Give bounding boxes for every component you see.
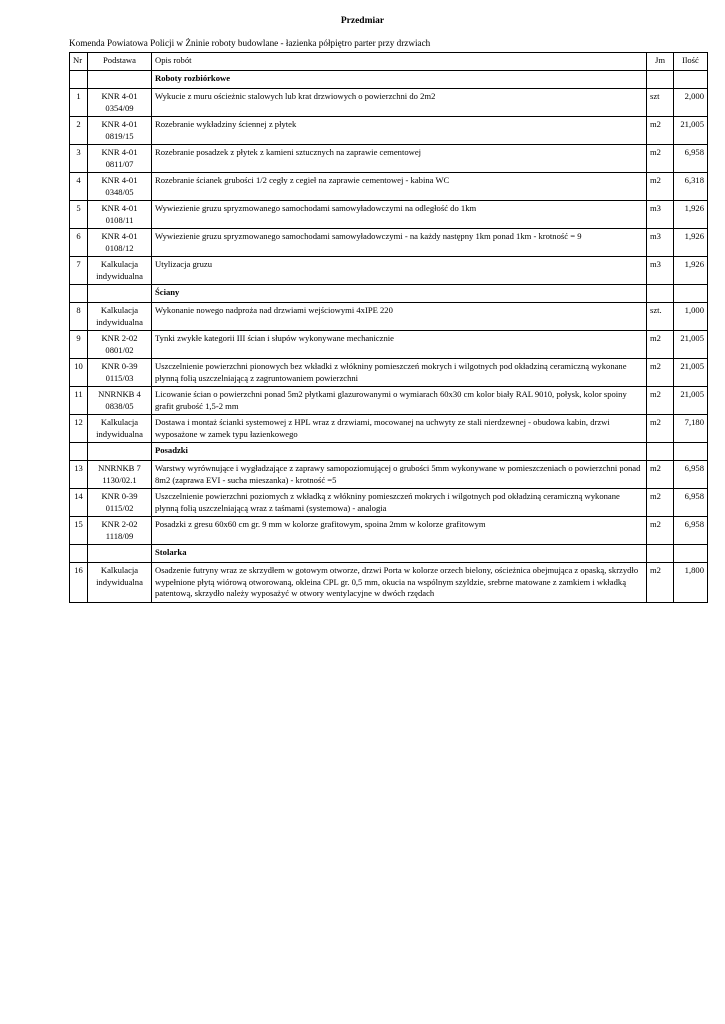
item-jm: m2	[647, 517, 674, 545]
table-row	[70, 201, 708, 229]
item-opis: Wykucie z muru ościeżnic stalowych lub krat drzwiowych o powierzchni do 2m2	[152, 89, 647, 117]
item-podstawa: KNR 4-01 0348/05	[88, 173, 152, 201]
item-opis: Warstwy wyrównujące i wygładzające z zaprawy samopoziomującej o grubości 5mm wykonywane w pomieszczeniach o powierzchni ponad 8m2 (zaprawa EVI - sucha mieszanka) - krotność =5	[152, 461, 647, 489]
table-row	[70, 563, 708, 603]
item-ilosc: 1,000	[674, 303, 708, 331]
header-nr: Nr	[70, 53, 88, 71]
section-podstawa-empty	[88, 443, 152, 461]
item-jm: m3	[647, 229, 674, 257]
item-jm: szt.	[647, 303, 674, 331]
item-jm: m3	[647, 257, 674, 285]
item-opis: Osadzenie futryny wraz ze skrzydłem w gotowym otworze, drzwi Porta w kolorze orzech bielony, ościeżnica obejmująca z opaską, skrzydło wypełnione płytą wiórową otworowaną, okleina CPL gr. 0,5 mm, okucia na wspólnym szyldzie, srebrne matowane z zamkiem i wkładką patentową, skrzydło należy wyposażyć w otwory wentylacyjne w dwóch rzędach	[152, 563, 647, 603]
item-jm: m2	[647, 331, 674, 359]
document-subtitle: Komenda Powiatowa Policji w Żninie roboty budowlane - łazienka półpiętro parter przy drzwiach	[69, 38, 431, 48]
table-row	[70, 117, 708, 145]
table-row	[70, 489, 708, 517]
item-nr: 14	[70, 489, 88, 517]
section-nr-empty	[70, 545, 88, 563]
item-podstawa: NNRNKB 4 0838/05	[88, 387, 152, 415]
item-nr: 7	[70, 257, 88, 285]
item-nr: 2	[70, 117, 88, 145]
item-nr: 6	[70, 229, 88, 257]
item-ilosc: 6,958	[674, 489, 708, 517]
header-ilosc: Ilość	[674, 53, 708, 71]
item-opis: Rozebranie posadzek z płytek z kamieni sztucznych na zaprawie cementowej	[152, 145, 647, 173]
item-ilosc: 6,318	[674, 173, 708, 201]
item-ilosc: 1,926	[674, 229, 708, 257]
table-row	[70, 461, 708, 489]
header-podstawa: Podstawa	[88, 53, 152, 71]
item-opis: Uszczelnienie powierzchni pionowych bez wkładki z włókniny pomieszczeń mokrych i wilgotnych pod okładziną ceramiczną wykonane płynną folią uszczelniającą z zagruntowaniem powierzchni	[152, 359, 647, 387]
item-ilosc: 21,005	[674, 117, 708, 145]
section-podstawa-empty	[88, 285, 152, 303]
section-title: Stolarka	[152, 545, 647, 563]
item-ilosc: 6,958	[674, 461, 708, 489]
item-nr: 12	[70, 415, 88, 443]
item-podstawa: KNR 4-01 0354/09	[88, 89, 152, 117]
section-title: Ściany	[152, 285, 647, 303]
item-opis: Posadzki z gresu 60x60 cm gr. 9 mm w kolorze grafitowym, spoina 2mm w kolorze grafitowym	[152, 517, 647, 545]
item-podstawa: Kalkulacja indywidualna	[88, 303, 152, 331]
item-jm: m3	[647, 201, 674, 229]
section-jm-empty	[647, 285, 674, 303]
item-podstawa: KNR 4-01 0819/15	[88, 117, 152, 145]
item-ilosc: 1,800	[674, 563, 708, 603]
item-opis: Rozebranie wykładziny ściennej z płytek	[152, 117, 647, 145]
item-opis: Dostawa i montaż ścianki systemowej z HPL wraz z drzwiami, mocowanej na uchwyty ze stali nierdzewnej - obudowa kabin, drzwi wyposażone w zamek typu łazienkowego	[152, 415, 647, 443]
section-ilosc-empty	[674, 443, 708, 461]
item-nr: 8	[70, 303, 88, 331]
section-ilosc-empty	[674, 545, 708, 563]
table-row	[70, 331, 708, 359]
item-opis: Rozebranie ścianek grubości 1/2 cegły z cegieł na zaprawie cementowej - kabina WC	[152, 173, 647, 201]
section-jm-empty	[647, 545, 674, 563]
table-header-row	[70, 53, 708, 71]
item-podstawa: KNR 4-01 0811/07	[88, 145, 152, 173]
item-opis: Utylizacja gruzu	[152, 257, 647, 285]
item-ilosc: 21,005	[674, 387, 708, 415]
section-ilosc-empty	[674, 71, 708, 89]
item-ilosc: 2,000	[674, 89, 708, 117]
item-ilosc: 21,005	[674, 359, 708, 387]
item-jm: m2	[647, 461, 674, 489]
table-row	[70, 173, 708, 201]
table-row	[70, 257, 708, 285]
item-podstawa: NNRNKB 7 1130/02.1	[88, 461, 152, 489]
item-opis: Wywiezienie gruzu spryzmowanego samochodami samowyładowczymi - na każdy następny 1km ponad 1km - krotność = 9	[152, 229, 647, 257]
section-jm-empty	[647, 71, 674, 89]
table-row	[70, 303, 708, 331]
item-nr: 10	[70, 359, 88, 387]
item-nr: 9	[70, 331, 88, 359]
item-ilosc: 6,958	[674, 517, 708, 545]
header-jm: Jm	[647, 53, 674, 71]
item-jm: m2	[647, 387, 674, 415]
item-jm: szt	[647, 89, 674, 117]
section-nr-empty	[70, 443, 88, 461]
header-opis: Opis robót	[152, 53, 647, 71]
item-opis: Uszczelnienie powierzchni poziomych z wkładką z włókniny pomieszczeń mokrych i wilgotnych pod okładziną ceramiczną wykonane płynną folią uszczelniającą wraz z taśmami (systemowa) - analogia	[152, 489, 647, 517]
table-row	[70, 229, 708, 257]
section-nr-empty	[70, 285, 88, 303]
estimate-table	[69, 52, 708, 603]
section-title: Posadzki	[152, 443, 647, 461]
item-nr: 11	[70, 387, 88, 415]
item-nr: 1	[70, 89, 88, 117]
section-nr-empty	[70, 71, 88, 89]
item-nr: 15	[70, 517, 88, 545]
item-ilosc: 7,180	[674, 415, 708, 443]
item-opis: Wykonanie nowego nadproża nad drzwiami wejściowymi 4xIPE 220	[152, 303, 647, 331]
table-row	[70, 359, 708, 387]
section-ilosc-empty	[674, 285, 708, 303]
section-jm-empty	[647, 443, 674, 461]
item-podstawa: KNR 2-02 0801/02	[88, 331, 152, 359]
table-row	[70, 145, 708, 173]
item-ilosc: 6,958	[674, 145, 708, 173]
item-jm: m2	[647, 359, 674, 387]
item-nr: 5	[70, 201, 88, 229]
item-nr: 16	[70, 563, 88, 603]
item-nr: 4	[70, 173, 88, 201]
item-podstawa: KNR 0-39 0115/02	[88, 489, 152, 517]
table-row	[70, 517, 708, 545]
item-podstawa: KNR 4-01 0108/12	[88, 229, 152, 257]
section-podstawa-empty	[88, 71, 152, 89]
item-opis: Tynki zwykłe kategorii III ścian i słupów wykonywane mechanicznie	[152, 331, 647, 359]
page-title: Przedmiar	[340, 16, 385, 26]
item-ilosc: 1,926	[674, 257, 708, 285]
item-podstawa: Kalkulacja indywidualna	[88, 563, 152, 603]
item-nr: 13	[70, 461, 88, 489]
item-podstawa: KNR 4-01 0108/11	[88, 201, 152, 229]
section-row	[70, 443, 708, 461]
item-podstawa: KNR 0-39 0115/03	[88, 359, 152, 387]
item-jm: m2	[647, 145, 674, 173]
item-ilosc: 1,926	[674, 201, 708, 229]
table-row	[70, 415, 708, 443]
item-jm: m2	[647, 563, 674, 603]
item-ilosc: 21,005	[674, 331, 708, 359]
table-row	[70, 387, 708, 415]
item-jm: m2	[647, 173, 674, 201]
section-podstawa-empty	[88, 545, 152, 563]
section-title: Roboty rozbiórkowe	[152, 71, 647, 89]
item-opis: Licowanie ścian o powierzchni ponad 5m2 płytkami glazurowanymi o wymiarach 60x30 cm kolor biały RAL 9010, połysk, kolor spoiny grafit grubość 1,5-2 mm	[152, 387, 647, 415]
item-podstawa: Kalkulacja indywidualna	[88, 257, 152, 285]
section-row	[70, 71, 708, 89]
item-jm: m2	[647, 117, 674, 145]
item-podstawa: KNR 2-02 1118/09	[88, 517, 152, 545]
item-opis: Wywiezienie gruzu spryzmowanego samochodami samowyładowczymi na odległość do 1km	[152, 201, 647, 229]
item-jm: m2	[647, 489, 674, 517]
item-nr: 3	[70, 145, 88, 173]
table-row	[70, 89, 708, 117]
section-row	[70, 545, 708, 563]
section-row	[70, 285, 708, 303]
item-jm: m2	[647, 415, 674, 443]
item-podstawa: Kalkulacja indywidualna	[88, 415, 152, 443]
